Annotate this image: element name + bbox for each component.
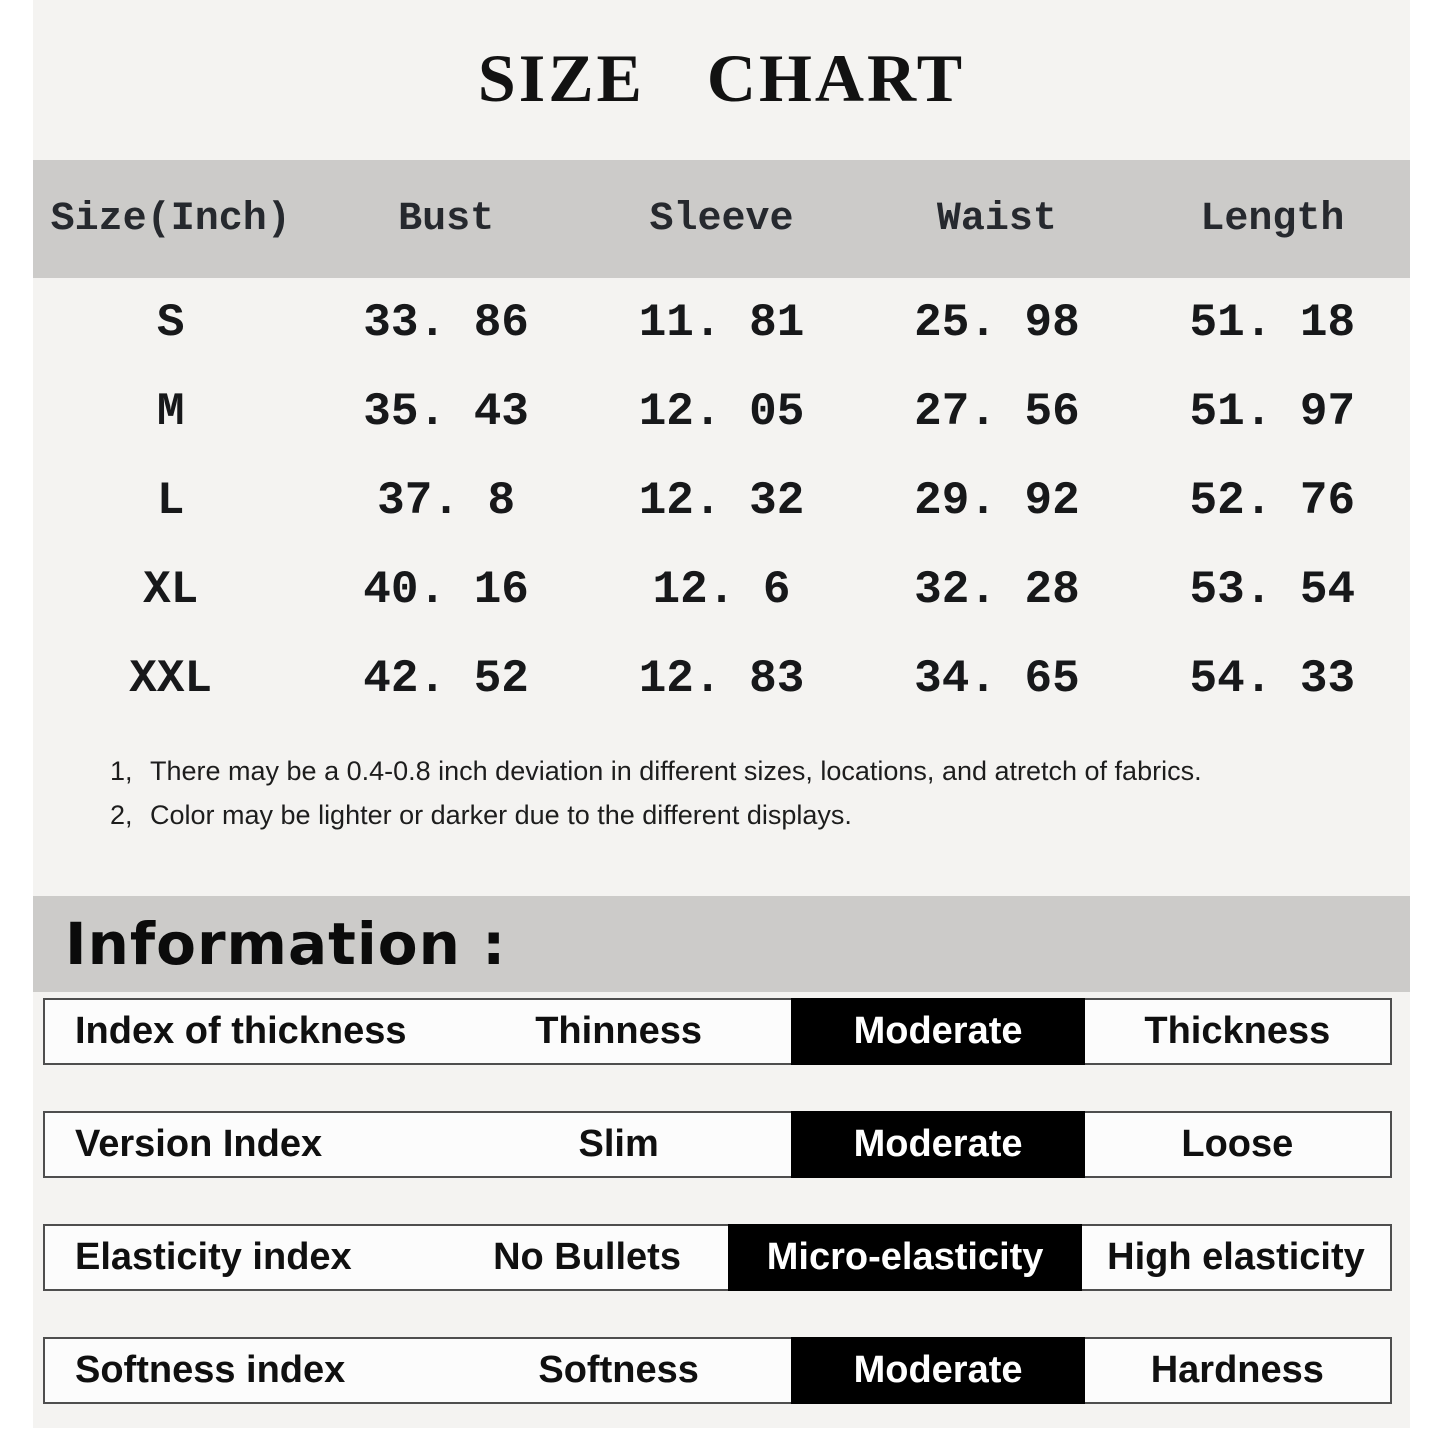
notes-list [33, 749, 1410, 837]
info-option: High elasticity [1107, 1236, 1365, 1278]
info-row-elasticity [43, 1224, 1392, 1291]
length-cell: 51. 97 [1189, 385, 1356, 438]
size-cell: M [156, 385, 185, 438]
sleeve-cell: 12. 32 [638, 474, 805, 527]
information-heading: Information : [33, 896, 1410, 992]
info-option: Slim [578, 1123, 659, 1165]
note-item [110, 793, 1410, 837]
info-option: Thinness [535, 1010, 703, 1052]
info-option: No Bullets [493, 1236, 681, 1278]
table-row [33, 367, 1410, 456]
info-option-selected: Moderate [791, 1337, 1084, 1404]
header-cell-waist: Waist [936, 196, 1057, 242]
size-cell: XL [143, 563, 199, 616]
info-option: Hardness [1150, 1349, 1324, 1391]
length-cell: 53. 54 [1189, 563, 1356, 616]
sleeve-cell: 12. 05 [638, 385, 805, 438]
info-option: Loose [1181, 1123, 1294, 1165]
note-text: Color may be lighter or darker due to the different displays. [150, 800, 852, 830]
waist-cell: 27. 56 [914, 385, 1080, 438]
sleeve-cell: 12. 83 [638, 652, 805, 705]
waist-cell: 25. 98 [914, 296, 1080, 349]
info-label: Version Index [75, 1123, 323, 1165]
info-option-selected: Moderate [791, 998, 1084, 1065]
info-option-selected: Micro-elasticity [728, 1224, 1082, 1291]
sleeve-cell: 12. 6 [652, 563, 791, 616]
size-cell: L [156, 474, 185, 527]
bust-cell: 33. 86 [363, 296, 529, 349]
size-table-body [33, 278, 1410, 723]
length-cell: 52. 76 [1189, 474, 1356, 527]
info-row-version [43, 1111, 1392, 1178]
length-cell: 54. 33 [1189, 652, 1356, 705]
information-rows [33, 998, 1410, 1404]
note-text: There may be a 0.4-0.8 inch deviation in different sizes, locations, and atretch of fabrics. [150, 756, 1202, 786]
waist-cell: 32. 28 [914, 563, 1080, 616]
table-header-row [33, 160, 1410, 278]
size-cell: XXL [129, 652, 213, 705]
info-label: Elasticity index [75, 1236, 352, 1278]
info-row-softness [43, 1337, 1392, 1404]
info-row-thickness [43, 998, 1392, 1065]
sleeve-cell: 11. 81 [638, 296, 805, 349]
table-row [33, 278, 1410, 367]
bust-cell: 40. 16 [363, 563, 529, 616]
info-label: Softness index [75, 1349, 346, 1391]
note-number: 2, [110, 800, 133, 830]
table-row [33, 456, 1410, 545]
waist-cell: 34. 65 [914, 652, 1080, 705]
info-option-selected: Moderate [791, 1111, 1084, 1178]
table-row [33, 634, 1410, 723]
bust-cell: 35. 43 [363, 385, 529, 438]
table-row [33, 545, 1410, 634]
length-cell: 51. 18 [1189, 296, 1356, 349]
header-cell-size: Size(Inch) [50, 196, 291, 242]
note-item [110, 749, 1410, 793]
size-cell: S [156, 296, 185, 349]
note-number: 1, [110, 756, 133, 786]
info-option: Softness [538, 1349, 699, 1391]
info-label: Index of thickness [75, 1010, 407, 1052]
header-cell-bust: Bust [398, 196, 495, 242]
bust-cell: 37. 8 [377, 474, 516, 527]
bust-cell: 42. 52 [363, 652, 529, 705]
header-cell-length: Length [1200, 196, 1345, 242]
page-title: SIZE CHART [477, 39, 966, 116]
header-cell-sleeve: Sleeve [649, 196, 794, 242]
waist-cell: 29. 92 [914, 474, 1080, 527]
info-option: Thickness [1144, 1010, 1331, 1052]
content-area [33, 0, 1410, 1428]
